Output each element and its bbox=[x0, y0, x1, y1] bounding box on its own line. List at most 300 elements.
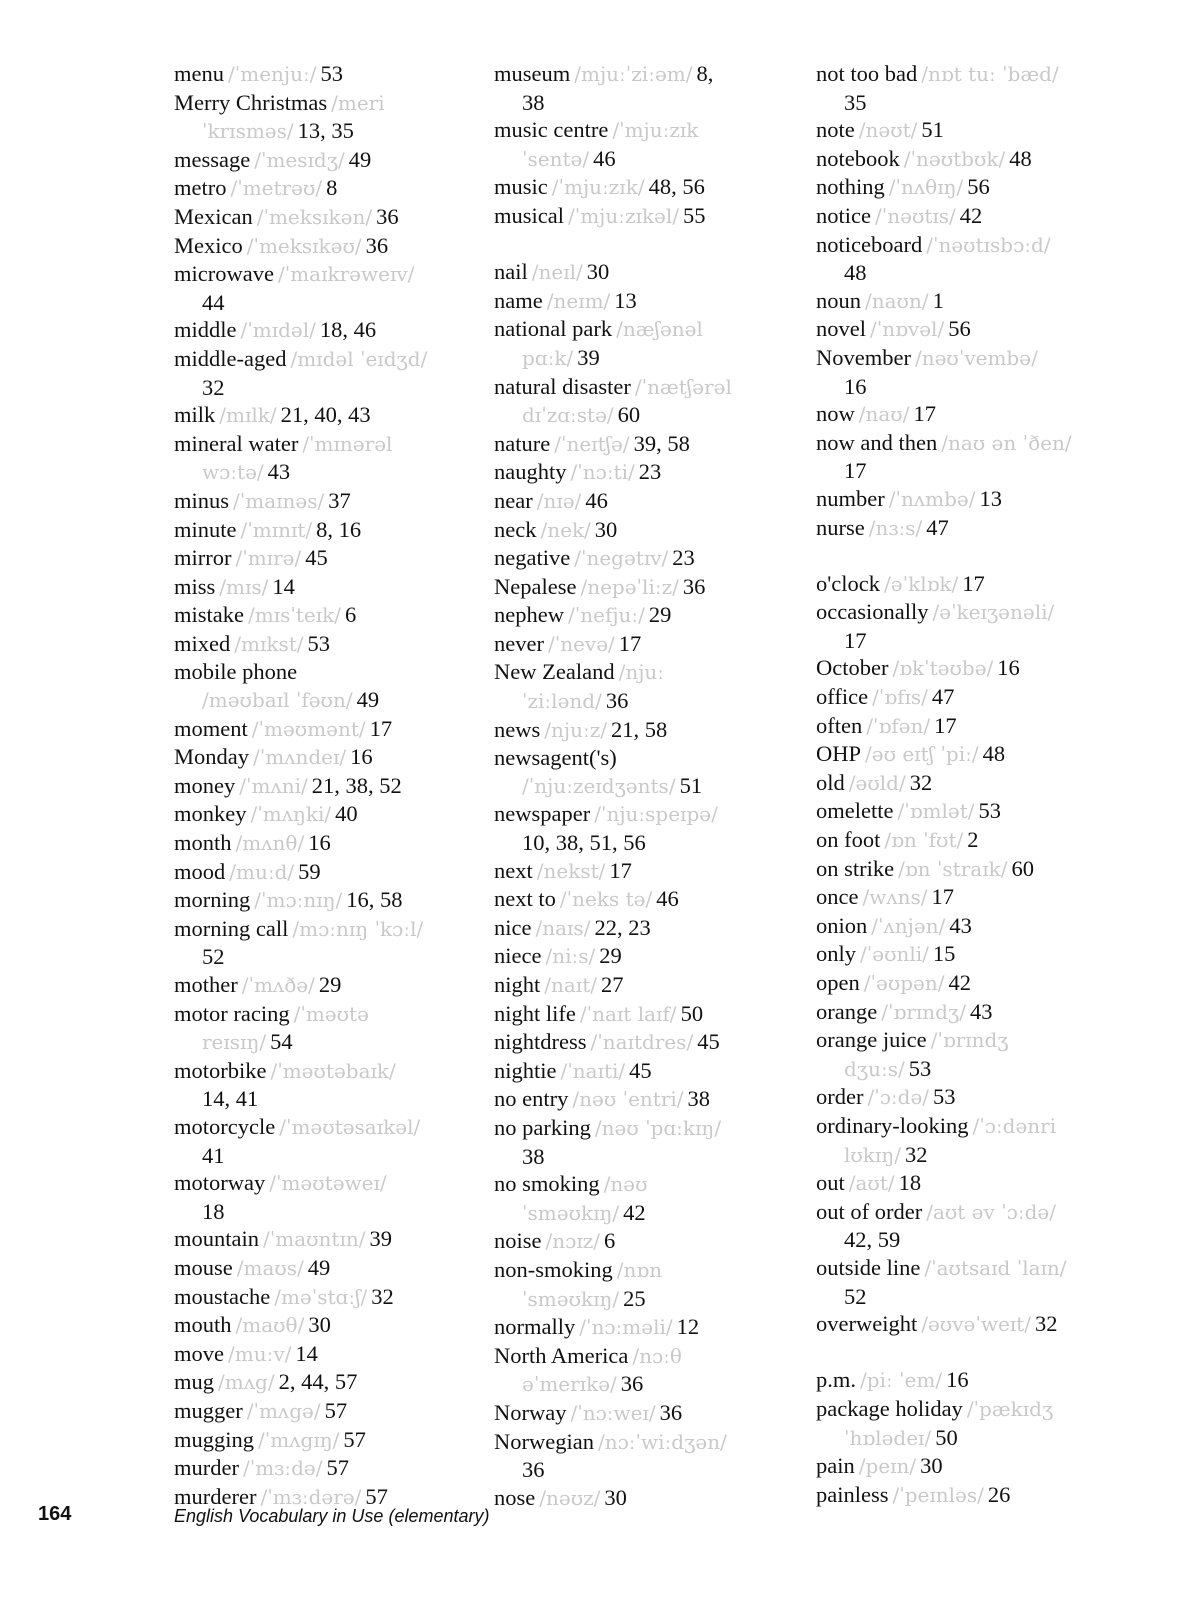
index-entry bbox=[174, 430, 484, 487]
index-entry bbox=[816, 202, 1126, 231]
phonetic: /ˈmjuːzɪkəl/ bbox=[567, 203, 680, 228]
page-refs: 27 bbox=[600, 972, 624, 997]
index-entry bbox=[816, 1169, 1126, 1198]
page-refs: 53 bbox=[978, 798, 1001, 824]
headword: museum bbox=[494, 61, 571, 86]
index-entry bbox=[494, 1114, 804, 1170]
headword: milk bbox=[174, 402, 216, 428]
phonetic: /ˈɔːdə/ bbox=[867, 1085, 930, 1110]
index-entry bbox=[816, 1026, 1126, 1083]
headword: Mexican bbox=[174, 203, 253, 229]
page-refs: 17 bbox=[934, 712, 957, 738]
headword: overweight bbox=[816, 1311, 918, 1337]
phonetic: /ˈnaɪtdres/ bbox=[590, 1030, 694, 1055]
phonetic: /ˈneks tə/ bbox=[559, 887, 653, 912]
headword: nose bbox=[494, 1484, 536, 1510]
index-entry bbox=[174, 1057, 484, 1113]
index-entry bbox=[174, 516, 484, 545]
phonetic: /ˈɒmlət/ bbox=[897, 799, 975, 824]
index-entry bbox=[494, 373, 804, 430]
phonetic: /neɪl/ bbox=[531, 260, 583, 285]
phonetic: /ˈpeɪnləs/ bbox=[892, 1482, 984, 1507]
index-entry bbox=[494, 458, 804, 487]
page-refs: 13 bbox=[614, 287, 637, 313]
page-refs: 30 bbox=[920, 1453, 943, 1479]
phonetic: /ˈmɜːdərə/ bbox=[260, 1484, 362, 1509]
page-refs: 17 bbox=[931, 884, 955, 910]
phonetic: /ˈməʊtə bbox=[293, 1001, 369, 1026]
phonetic: /ˈnegətɪv/ bbox=[574, 546, 669, 571]
headword: night bbox=[494, 972, 541, 997]
page-refs: 45 bbox=[697, 1029, 720, 1055]
index-entry bbox=[816, 912, 1126, 941]
index-entry bbox=[174, 800, 484, 829]
phonetic: /ˈɒfən/ bbox=[866, 713, 931, 738]
page-refs: 14 bbox=[272, 573, 295, 599]
headword: omelette bbox=[816, 798, 894, 824]
phonetic: /mʌnθ/ bbox=[235, 831, 305, 856]
page-refs: 29 bbox=[648, 602, 672, 628]
headword: name bbox=[494, 287, 543, 313]
page-refs: 45 bbox=[629, 1057, 652, 1083]
page-refs: 43 bbox=[267, 459, 291, 485]
page-refs: 30 bbox=[308, 1312, 331, 1338]
index-entry bbox=[816, 1083, 1126, 1112]
headword: moustache bbox=[174, 1283, 271, 1309]
index-entry bbox=[494, 202, 804, 231]
page-refs: 52 bbox=[202, 944, 225, 970]
headword: Mexico bbox=[174, 232, 243, 258]
page-refs: 60 bbox=[1011, 855, 1034, 881]
phonetic: /neɪm/ bbox=[546, 288, 611, 313]
index-entry bbox=[174, 203, 484, 232]
phonetic: /ˈmetrəʊ/ bbox=[230, 176, 323, 201]
index-entry bbox=[816, 683, 1126, 712]
headword: music bbox=[494, 174, 548, 200]
headword: nature bbox=[494, 430, 551, 456]
headword: neck bbox=[494, 516, 537, 542]
headword: noun bbox=[816, 287, 861, 313]
index-entry bbox=[174, 345, 484, 401]
page-refs: 32 bbox=[1034, 1311, 1058, 1337]
page-refs: 46 bbox=[585, 487, 608, 513]
index-entry bbox=[174, 1368, 484, 1397]
phonetic: /ˈnɔːweɪ/ bbox=[570, 1400, 656, 1425]
page-refs: 8, 16 bbox=[316, 516, 362, 542]
phonetic-continued: reɪsɪŋ/ bbox=[202, 1030, 267, 1055]
phonetic: /naɪt/ bbox=[544, 973, 597, 997]
index-entry bbox=[816, 1366, 1126, 1395]
headword: negative bbox=[494, 545, 571, 571]
index-entry bbox=[816, 1254, 1126, 1310]
phonetic: /næʃənəl bbox=[616, 317, 703, 342]
headword: occasionally bbox=[816, 599, 929, 625]
index-entry bbox=[494, 857, 804, 886]
phonetic: /aʊt/ bbox=[848, 1171, 895, 1196]
phonetic: /ɒkˈtəʊbə/ bbox=[892, 656, 994, 681]
headword: middle bbox=[174, 317, 237, 343]
index-entry bbox=[494, 1028, 804, 1057]
headword: orange bbox=[816, 998, 878, 1024]
index-entry bbox=[494, 1399, 804, 1428]
headword: music centre bbox=[494, 117, 609, 143]
phonetic: /ˈnəʊtɪsbɔːd/ bbox=[926, 232, 1051, 257]
index-entry bbox=[174, 1397, 484, 1426]
headword: natural disaster bbox=[494, 373, 631, 399]
page-refs: 8 bbox=[326, 175, 338, 201]
index-entry bbox=[494, 1057, 804, 1086]
headword: OHP bbox=[816, 741, 862, 767]
phonetic: /ˈaʊtsaɪd ˈlaɪn/ bbox=[924, 1255, 1067, 1280]
headword: North America bbox=[494, 1342, 629, 1368]
index-entry bbox=[816, 400, 1126, 429]
headword: open bbox=[816, 970, 860, 995]
phonetic-continued: ˈsməʊkɪŋ/ bbox=[522, 1200, 620, 1225]
index-entry bbox=[816, 797, 1126, 826]
index-entry bbox=[816, 969, 1126, 998]
page-refs: 49 bbox=[307, 1254, 331, 1280]
index-column-3 bbox=[816, 60, 1126, 1509]
phonetic-continued: ˈhɒlədeɪ/ bbox=[844, 1425, 932, 1450]
headword: money bbox=[174, 772, 236, 798]
page-refs: 18 bbox=[202, 1198, 225, 1224]
page-refs: 43 bbox=[949, 912, 972, 938]
index-entry bbox=[816, 855, 1126, 884]
page-refs: 6 bbox=[604, 1228, 616, 1254]
headword: no parking bbox=[494, 1114, 591, 1140]
page-refs: 2 bbox=[967, 827, 979, 853]
phonetic: /nəʊt/ bbox=[858, 118, 918, 143]
index-entry bbox=[174, 401, 484, 430]
page-refs: 42 bbox=[623, 1199, 646, 1225]
headword: order bbox=[816, 1084, 864, 1110]
section-gap bbox=[816, 1339, 1126, 1367]
page-refs: 48 bbox=[844, 260, 867, 286]
index-entry bbox=[174, 715, 484, 744]
phonetic: /məˈstɑːʃ/ bbox=[274, 1284, 368, 1309]
phonetic: /nəʊz/ bbox=[539, 1485, 601, 1510]
phonetic: /nɔːˈwiːdʒən/ bbox=[597, 1429, 727, 1454]
headword: package holiday bbox=[816, 1395, 963, 1421]
phonetic: /ˈmɪdəl/ bbox=[240, 318, 316, 343]
phonetic-continued: /ˈnjuːzeɪdʒənts/ bbox=[522, 773, 676, 798]
page-refs: 21, 38, 52 bbox=[311, 772, 402, 798]
headword: mugger bbox=[174, 1397, 243, 1423]
page-refs: 56 bbox=[967, 174, 990, 200]
headword: moment bbox=[174, 715, 248, 741]
book-title: English Vocabulary in Use (elementary) bbox=[174, 1506, 490, 1526]
index-entry bbox=[174, 1254, 484, 1283]
phonetic: /ˈmeksɪkən/ bbox=[256, 204, 373, 229]
index-entry bbox=[494, 800, 804, 856]
page-refs: 8, bbox=[696, 61, 714, 86]
phonetic: /nekst/ bbox=[536, 858, 606, 883]
page-refs: 45 bbox=[305, 545, 328, 571]
page-refs: 13, 35 bbox=[297, 118, 354, 144]
phonetic: /ˈmʌðə/ bbox=[241, 973, 315, 997]
phonetic: /muːd/ bbox=[229, 859, 295, 884]
headword: pain bbox=[816, 1453, 855, 1479]
page-refs: 42 bbox=[948, 970, 971, 995]
page-refs: 17 bbox=[844, 627, 867, 653]
index-entry bbox=[174, 1225, 484, 1254]
page-refs: 36 bbox=[659, 1399, 683, 1425]
index-entry bbox=[174, 829, 484, 858]
phonetic: /nɜːs/ bbox=[868, 515, 923, 540]
index-entry bbox=[174, 772, 484, 801]
headword: miss bbox=[174, 573, 216, 599]
page-refs: 48 bbox=[982, 741, 1006, 767]
phonetic: /nek/ bbox=[540, 517, 591, 542]
headword: noticeboard bbox=[816, 231, 923, 257]
index-entry bbox=[816, 1395, 1126, 1452]
page-refs: 25 bbox=[623, 1285, 646, 1311]
page-refs: 32 bbox=[371, 1283, 394, 1309]
headword: minute bbox=[174, 516, 237, 542]
index-entry bbox=[494, 601, 804, 630]
page-refs: 57 bbox=[324, 1397, 348, 1423]
phonetic: /ˈmʌgə/ bbox=[246, 1398, 321, 1423]
headword: next bbox=[494, 857, 533, 883]
page-refs: 60 bbox=[617, 402, 641, 428]
headword: morning call bbox=[174, 915, 289, 941]
index-entry bbox=[494, 1428, 804, 1484]
headword: office bbox=[816, 684, 869, 710]
index-entry bbox=[174, 886, 484, 915]
phonetic: /njuː bbox=[618, 660, 665, 685]
phonetic: /ˈnætʃərəl bbox=[634, 374, 732, 399]
headword: Nepalese bbox=[494, 573, 577, 599]
page-refs: 12 bbox=[676, 1314, 700, 1340]
page-refs: 17 bbox=[618, 630, 642, 656]
index-entry bbox=[494, 116, 804, 173]
index-entry bbox=[816, 712, 1126, 741]
headword: motorcycle bbox=[174, 1113, 276, 1139]
index-entry bbox=[174, 544, 484, 573]
page-number: 164 bbox=[38, 1503, 72, 1525]
phonetic: /ɒn ˈfʊt/ bbox=[884, 828, 964, 853]
index-entry bbox=[816, 1198, 1126, 1254]
index-entry bbox=[816, 998, 1126, 1027]
page-refs: 57 bbox=[343, 1426, 366, 1452]
index-entry bbox=[816, 940, 1126, 969]
page-refs: 43 bbox=[969, 998, 993, 1024]
index-entry bbox=[494, 544, 804, 573]
phonetic: /mɔːnɪŋ ˈkɔːl/ bbox=[292, 916, 424, 941]
index-entry bbox=[494, 716, 804, 745]
index-entry bbox=[494, 1342, 804, 1399]
headword: number bbox=[816, 485, 885, 511]
phonetic: /nɔɪz/ bbox=[545, 1229, 600, 1254]
phonetic: /maʊθ/ bbox=[235, 1313, 305, 1338]
headword: microwave bbox=[174, 261, 274, 287]
page-refs: 41 bbox=[202, 1142, 225, 1168]
phonetic: /mɪkst/ bbox=[234, 631, 304, 656]
phonetic: /meri bbox=[331, 90, 385, 115]
index-entry bbox=[494, 942, 804, 971]
page-refs: 50 bbox=[680, 1000, 704, 1026]
phonetic: /əʊ eɪtʃ ˈpiː/ bbox=[865, 742, 979, 767]
phonetic-continued: wɔːtə/ bbox=[202, 460, 264, 485]
phonetic: /ˈmɔːnɪŋ/ bbox=[254, 888, 343, 913]
phonetic: /naʊ/ bbox=[858, 402, 910, 427]
phonetic: /ˈmʌndeɪ/ bbox=[253, 745, 347, 770]
phonetic-continued: dʒuːs/ bbox=[844, 1056, 905, 1081]
headword: mood bbox=[174, 858, 226, 884]
page-refs: 16 bbox=[350, 744, 373, 770]
index-entry bbox=[174, 1340, 484, 1369]
page-refs: 48 bbox=[1009, 145, 1032, 171]
page-refs: 17 bbox=[369, 715, 393, 741]
headword: nurse bbox=[816, 514, 865, 540]
phonetic: /ˈmjuːzɪk bbox=[612, 118, 699, 143]
page-refs: 36 bbox=[522, 1457, 545, 1483]
page-refs: 39, 58 bbox=[633, 430, 690, 456]
phonetic: /ˈnɒvəl/ bbox=[870, 317, 945, 342]
phonetic: /ˈnaɪt laɪf/ bbox=[579, 1001, 677, 1026]
index-entry bbox=[174, 146, 484, 175]
page-refs: 18 bbox=[898, 1170, 922, 1196]
phonetic: /ˈneɪtʃə/ bbox=[554, 431, 630, 456]
index-entry bbox=[174, 601, 484, 630]
phonetic: /ˈmʌŋki/ bbox=[250, 802, 332, 827]
phonetic-continued: ˈziːlənd/ bbox=[522, 689, 602, 714]
phonetic-continued: pɑːk/ bbox=[522, 345, 574, 370]
phonetic: /ˈnʌmbə/ bbox=[888, 486, 976, 511]
phonetic: /ˈmjuːzɪk/ bbox=[551, 175, 645, 200]
headword: mouth bbox=[174, 1312, 232, 1338]
headword: November bbox=[816, 344, 911, 370]
index-entry bbox=[816, 514, 1126, 543]
index-entry bbox=[174, 915, 484, 971]
phonetic: /ˈɔːdənri bbox=[972, 1113, 1057, 1138]
index-entry bbox=[174, 89, 484, 146]
page-refs: 23 bbox=[638, 459, 662, 485]
page-refs: 38 bbox=[687, 1086, 711, 1112]
headword: motor racing bbox=[174, 1000, 290, 1026]
index-entry bbox=[494, 971, 804, 1000]
page-refs: 30 bbox=[586, 259, 610, 285]
headword: mixed bbox=[174, 630, 231, 656]
page-refs: 44 bbox=[202, 289, 225, 315]
phonetic: /nəʊ bbox=[603, 1172, 648, 1197]
phonetic: /ˈʌnjən/ bbox=[871, 913, 946, 938]
headword: move bbox=[174, 1340, 224, 1366]
phonetic: /mɪdəl ˈeɪdʒd/ bbox=[290, 346, 428, 371]
phonetic: /ˈnəʊtbʊk/ bbox=[903, 146, 1006, 171]
page-refs: 51 bbox=[679, 772, 703, 798]
page-refs: 46 bbox=[593, 145, 616, 171]
index-entry bbox=[174, 971, 484, 1000]
headword: national park bbox=[494, 316, 613, 342]
headword: not too bad bbox=[816, 61, 918, 86]
phonetic: /ˈmeksɪkəʊ/ bbox=[246, 233, 362, 258]
index-entry bbox=[816, 1112, 1126, 1169]
index-entry bbox=[494, 1170, 804, 1227]
index-entry bbox=[174, 743, 484, 772]
headword: Norwegian bbox=[494, 1428, 594, 1454]
phonetic: /muːv/ bbox=[228, 1341, 292, 1366]
headword: normally bbox=[494, 1314, 576, 1340]
headword: minus bbox=[174, 487, 230, 513]
phonetic: /nəʊˈvembə/ bbox=[914, 345, 1038, 370]
index-entry bbox=[494, 430, 804, 459]
phonetic: /ˈməʊtəbaɪk/ bbox=[270, 1058, 396, 1083]
headword: once bbox=[816, 884, 859, 910]
headword: notebook bbox=[816, 145, 900, 171]
page-refs: 29 bbox=[599, 943, 622, 969]
headword: October bbox=[816, 655, 889, 681]
headword: o'clock bbox=[816, 570, 881, 596]
phonetic: /ˈmɪrə/ bbox=[235, 546, 302, 571]
page-refs: 55 bbox=[683, 202, 706, 228]
index-entry bbox=[174, 630, 484, 659]
phonetic: /ˈnefjuː/ bbox=[567, 603, 645, 628]
page-refs: 53 bbox=[307, 630, 331, 656]
phonetic: /ˈnʌθɪŋ/ bbox=[888, 175, 964, 200]
index-entry bbox=[494, 60, 804, 116]
headword: motorbike bbox=[174, 1057, 267, 1083]
phonetic: /mʌg/ bbox=[218, 1370, 275, 1395]
headword: old bbox=[816, 769, 845, 795]
index-entry bbox=[174, 232, 484, 261]
page-refs: 32 bbox=[202, 374, 225, 400]
page-refs: 6 bbox=[344, 602, 357, 628]
headword: nephew bbox=[494, 602, 564, 628]
index-entry bbox=[494, 315, 804, 372]
phonetic: /naɪs/ bbox=[535, 915, 591, 940]
phonetic: /ˈmenjuː/ bbox=[228, 62, 317, 86]
page-refs: 52 bbox=[844, 1283, 867, 1309]
index-entry bbox=[816, 429, 1126, 485]
phonetic: /wʌns/ bbox=[862, 885, 928, 910]
headword: newsagent('s) bbox=[494, 745, 617, 771]
phonetic-continued: ˈkrɪsməs/ bbox=[202, 119, 294, 144]
headword: niece bbox=[494, 943, 542, 969]
phonetic: /nəʊ ˈpɑːkɪŋ/ bbox=[594, 1115, 722, 1140]
page-refs: 29 bbox=[318, 972, 342, 997]
headword: musical bbox=[494, 202, 564, 228]
headword: now bbox=[816, 401, 855, 427]
index-entry bbox=[816, 598, 1126, 654]
headword: motorway bbox=[174, 1170, 266, 1196]
page-refs: 18, 46 bbox=[319, 317, 377, 343]
phonetic: /peɪn/ bbox=[858, 1454, 917, 1479]
page-refs: 16 bbox=[946, 1367, 969, 1393]
page-refs: 50 bbox=[935, 1424, 958, 1450]
page-refs: 17 bbox=[913, 401, 936, 427]
page-refs: 53 bbox=[320, 61, 343, 86]
index-entry bbox=[494, 1085, 804, 1114]
page-refs: 49 bbox=[356, 687, 380, 713]
phonetic: /ˈnɔːti/ bbox=[570, 460, 635, 485]
headword: out of order bbox=[816, 1198, 923, 1224]
phonetic: /mɪsˈteɪk/ bbox=[247, 603, 341, 628]
headword: Monday bbox=[174, 744, 249, 770]
headword: mobile phone bbox=[174, 659, 298, 685]
index-entry bbox=[494, 173, 804, 202]
index-entry bbox=[174, 1426, 484, 1455]
page-refs: 26 bbox=[987, 1481, 1011, 1507]
index-entry bbox=[494, 1000, 804, 1029]
phonetic: /ˈɒrɪndʒ bbox=[930, 1028, 1009, 1053]
index-entry bbox=[174, 658, 484, 714]
headword: message bbox=[174, 146, 251, 172]
headword: now and then bbox=[816, 429, 938, 455]
page-refs: 53 bbox=[933, 1084, 956, 1110]
headword: mouse bbox=[174, 1254, 233, 1280]
phonetic: /ɒn ˈstraɪk/ bbox=[898, 856, 1008, 881]
